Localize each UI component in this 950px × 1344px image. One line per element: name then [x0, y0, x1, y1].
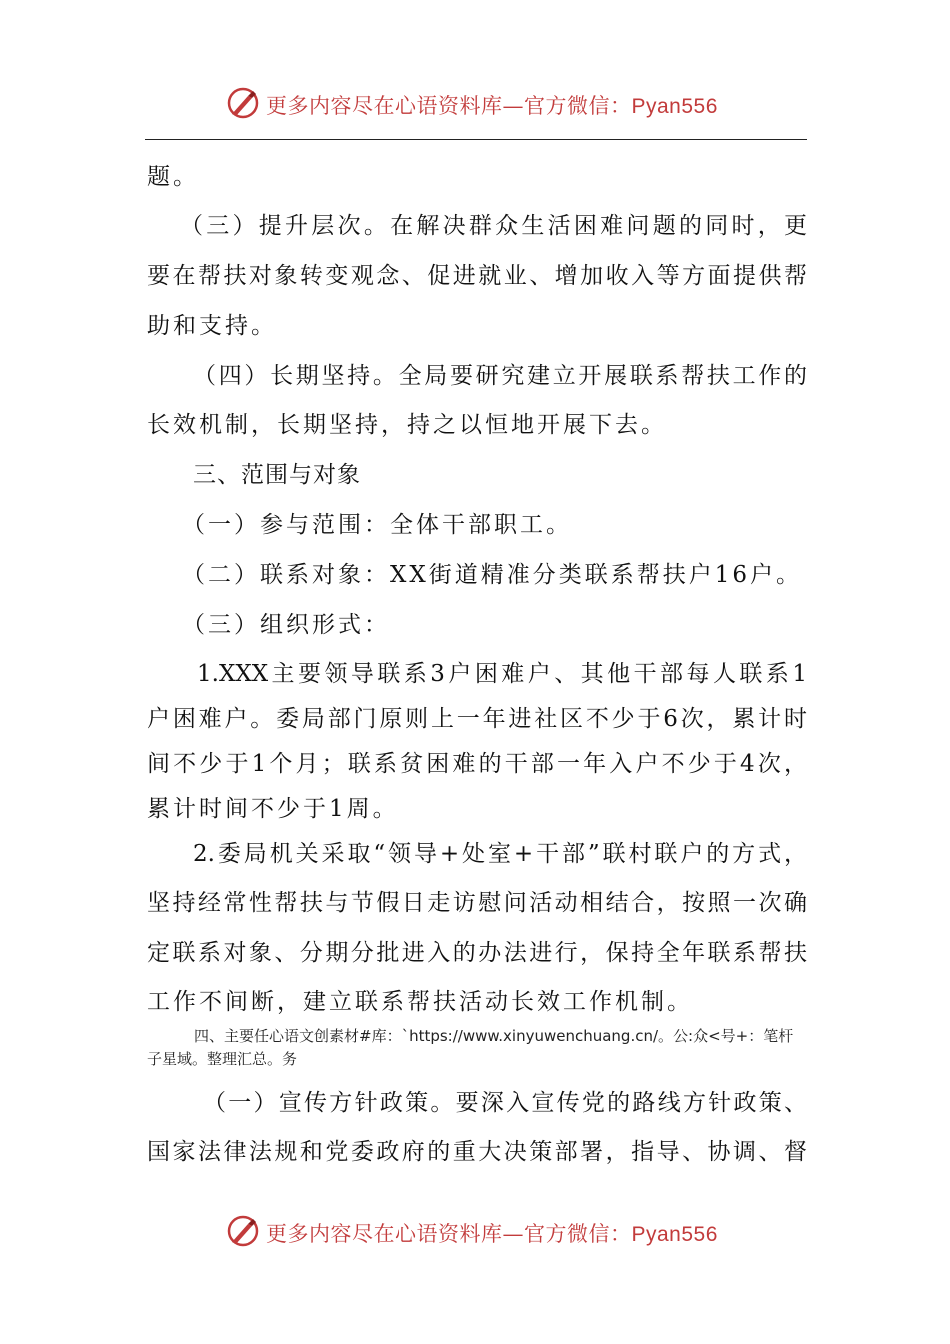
body-line: 国家法律法规和党委政府的重大决策部署，指导、协调、督: [147, 1139, 807, 1165]
page-header-banner: [0, 84, 950, 124]
page-footer-banner: [0, 1212, 950, 1252]
footer-banner-text: [266, 1218, 718, 1248]
body-line: 1.XXX主要领导联系3户困难户、其他干部每人联系1: [197, 661, 807, 687]
pen-seal-logo-icon: [226, 1214, 260, 1248]
body-line: （一）参与范围：全体干部职工。: [182, 512, 572, 538]
footer-wechat-id: Pyan556: [631, 1223, 718, 1246]
pen-seal-logo-icon: [226, 86, 260, 120]
body-line: 2.委局机关采取“领导+处室+干部”联村联户的方式，: [193, 841, 807, 867]
body-line: 要在帮扶对象转变观念、促进就业、增加收入等方面提供帮: [147, 263, 807, 289]
body-line: 题。: [147, 164, 199, 190]
body-line: 间不少于1个月；联系贫困难的干部一年入户不少于4次，: [147, 751, 807, 777]
body-line: 定联系对象、分期分批进入的办法进行，保持全年联系帮扶: [147, 940, 807, 966]
header-wechat-id: Pyan556: [631, 95, 718, 118]
watermark-line: 四、主要任心语文创素材#库：`https://www.xinyuwenchuang.cn/。公:众<号+：笔杆: [194, 1027, 794, 1045]
watermark-line: 子星域。整理汇总。务: [147, 1050, 298, 1068]
header-divider: [145, 139, 807, 140]
body-line: （三）组织形式：: [182, 612, 390, 638]
section-heading: 三、范围与对象: [193, 462, 361, 488]
body-line: 助和支持。: [147, 313, 277, 339]
body-line: 户困难户。委局部门原则上一年进社区不少于6次，累计时: [147, 706, 807, 732]
body-line: 工作不间断，建立联系帮扶活动长效工作机制。: [147, 989, 693, 1015]
footer-banner-main: 更多内容尽在心语资料库—官方微信：: [266, 1222, 632, 1246]
body-line: 累计时间不少于1周。: [147, 796, 399, 822]
body-line: （一）宣传方针政策。要深入宣传党的路线方针政策、: [203, 1090, 807, 1116]
header-banner-text: [266, 90, 718, 120]
body-line: 坚持经常性帮扶与节假日走访慰问活动相结合，按照一次确: [147, 890, 807, 916]
body-line: （四）长期坚持。全局要研究建立开展联系帮扶工作的: [193, 363, 807, 389]
header-banner-main: 更多内容尽在心语资料库—官方微信：: [266, 94, 632, 118]
body-line: 长效机制，长期坚持，持之以恒地开展下去。: [147, 412, 667, 438]
body-line: （二）联系对象：XX街道精准分类联系帮扶户16户。: [182, 562, 803, 588]
body-line: （三）提升层次。在解决群众生活困难问题的同时，更: [180, 213, 807, 239]
